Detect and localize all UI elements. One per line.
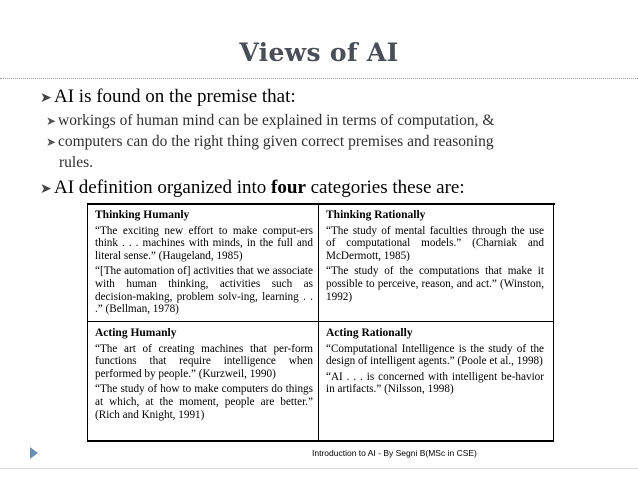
cell-quote: “[The automation of] activities that we associate with human thinking, activities such as decision-making, problem solv-ing, learning . . .” (Bellman, 1978) [95,265,313,316]
bullet-text: computers can do the right thing given correct premises and reasoning [58,133,494,150]
arrow-bullet-icon: ➤ [46,114,57,128]
arrow-bullet-icon: ➤ [46,135,57,149]
arrow-bullet-icon: ➤ [40,182,52,197]
cell-heading: Thinking Rationally [326,209,426,221]
bullet-premise [40,86,296,108]
cell-quote: “Computational Intelligence is the study of the design of intelligent agents.” (Poole et al., 1998) [326,342,544,368]
cell-quote: “The study of how to make computers do things at which, at the moment, people are better.” (Rich and Knight, 1991) [95,383,313,421]
table-top-border [87,203,555,205]
bullet-text: AI definition organized into [54,177,272,198]
sub-bullet-workings [46,110,495,132]
title-divider [0,78,638,79]
triangle-nav-icon [30,447,38,459]
slide-title: Views of AI [239,38,399,67]
arrow-bullet-icon: ➤ [40,91,52,106]
cell-quote: “The study of mental faculties through the use of computational models.” (Charniak and McDermott, 1985) [326,224,544,262]
cell-thinking-humanly [95,209,313,319]
bullet-text: workings of human mind can be explained in terms of computation, & [58,112,495,129]
cell-thinking-rationally [326,209,544,306]
cell-heading: Acting Rationally [326,327,413,339]
cell-heading: Thinking Humanly [95,209,190,221]
cell-quote: “The exciting new effort to make comput-ers think . . . machines with minds, in the full and literal sense.” (Haugeland, 1985) [95,224,313,262]
bullet-text: AI is found on the premise that: [54,86,296,107]
slide-footer: Introduction to AI - By Segni B(MSc in CSE) [312,448,477,458]
bullet-text: categories these are: [305,177,465,198]
sub-bullet-continuation: rules. [59,154,94,171]
cell-quote: “The study of the computations that make it possible to perceive, reason, and act.” (Winston, 1992) [326,265,544,303]
cell-quote: “AI . . . is concerned with intelligent be-havior in artifacts.” (Nilsson, 1998) [326,370,544,396]
ai-definitions-table [87,203,554,442]
bullet-definition [40,177,465,199]
sub-bullet-computers [46,131,494,153]
cell-heading: Acting Humanly [95,327,177,339]
cell-acting-rationally [326,327,544,399]
cell-quote: “The art of creating machines that per-form functions that require intelligence when performed by people.” (Kurzweil, 1990) [95,342,313,380]
table-horizontal-divider [88,321,553,322]
footer-divider [0,468,638,469]
bullet-emphasis: four [271,177,306,198]
cell-acting-humanly [95,327,313,424]
